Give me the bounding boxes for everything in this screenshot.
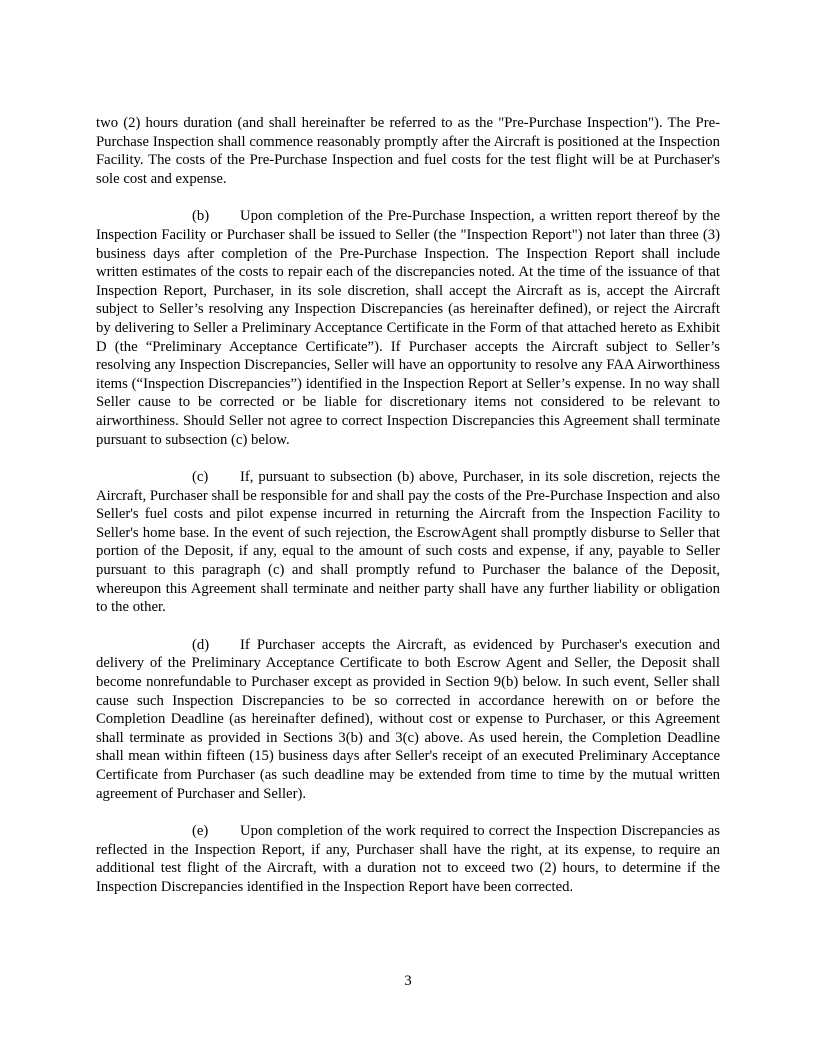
paragraph-e <box>96 822 720 896</box>
paragraph-label: (c) <box>192 469 209 486</box>
document-body <box>96 114 720 916</box>
page-number: 3 <box>404 973 412 989</box>
paragraph-label: (b) <box>192 208 210 225</box>
paragraph-text: If Purchaser accepts the Aircraft, as evidenced by Purchaser's execution and delivery of the Preliminary Acceptance Certificate to both Escrow Agent and Seller, the Deposit shall become nonrefundable to Purchaser except as provided in Section 9(b) below. In such event, Seller shall cause such Inspection Discrepancies to be so corrected in accordance herewith on or before the Completion Deadline (as hereinafter defined), without cost or expense to Purchaser, or this Agreement shall terminate as provided in Sections 3(b) and 3(c) above. As used herein, the Completion Deadline shall mean within fifteen (15) business days after Seller's receipt of an executed Preliminary Acceptance Certificate from Purchaser (as such deadline may be extended from time to time by the mutual written agreement of Purchaser and Seller). <box>96 636 720 802</box>
paragraph-label: (e) <box>192 823 209 840</box>
paragraph-text: two (2) hours duration (and shall hereinafter be referred to as the "Pre-Purchase Inspection"). The Pre-Purchase Inspection shall commence reasonably promptly after the Aircraft is positioned at the Inspection Facility. The costs of the Pre-Purchase Inspection and fuel costs for the test flight will be at Purchaser's sole cost and expense. <box>96 115 720 187</box>
paragraph-continuation <box>96 114 720 188</box>
paragraph-b <box>96 207 720 449</box>
paragraph-d <box>96 636 720 803</box>
paragraph-label: (d) <box>192 636 210 653</box>
paragraph-text: Upon completion of the Pre-Purchase Inspection, a written report thereof by the Inspection Facility or Purchaser shall be issued to Seller (the "Inspection Report") not later than three (3) business days after completion of the Pre-Purchase Inspection. The Inspection Report shall include written estimates of the costs to repair each of the discrepancies noted. At the time of the issuance of that Inspection Report, Purchaser, in its sole discretion, shall accept the Aircraft as is, accept the Aircraft subject to Seller’s resolving any Inspection Discrepancies (as hereinafter defined), or reject the Aircraft by delivering to Seller a Preliminary Acceptance Certificate in the Form of that attached hereto as Exhibit D (the “Preliminary Acceptance Certificate”). If Purchaser accepts the Aircraft subject to Seller’s resolving any Inspection Discrepancies, Seller will have an opportunity to resolve any FAA Airworthiness items (“Inspection Discrepancies”) identified in the Inspection Report at Seller’s expense. In no way shall Seller cause to be corrected or be liable for discretionary items not considered to be relevant to airworthiness. Should Seller not agree to correct Inspection Discrepancies this Agreement shall terminate pursuant to subsection (c) below. <box>96 208 720 448</box>
paragraph-text: Upon completion of the work required to correct the Inspection Discrepancies as reflected in the Inspection Report, if any, Purchaser shall have the right, at its expense, to require an additional test flight of the Aircraft, with a duration not to exceed two (2) hours, to determine if the Inspection Discrepancies identified in the Inspection Report have been corrected. <box>96 823 720 895</box>
paragraph-c <box>96 468 720 617</box>
paragraph-text: If, pursuant to subsection (b) above, Purchaser, in its sole discretion, rejects the Aircraft, Purchaser shall be responsible for and shall pay the costs of the Pre-Purchase Inspection and also Seller's fuel costs and pilot expense incurred in returning the Aircraft from the Inspection Facility to Seller's home base. In the event of such rejection, the EscrowAgent shall promptly disburse to Seller that portion of the Deposit, if any, equal to the amount of such costs and expense, if any, payable to Seller pursuant to this paragraph (c) and shall promptly refund to Purchaser the balance of the Deposit, whereupon this Agreement shall terminate and neither party shall have any further liability or obligation to the other. <box>96 469 720 616</box>
